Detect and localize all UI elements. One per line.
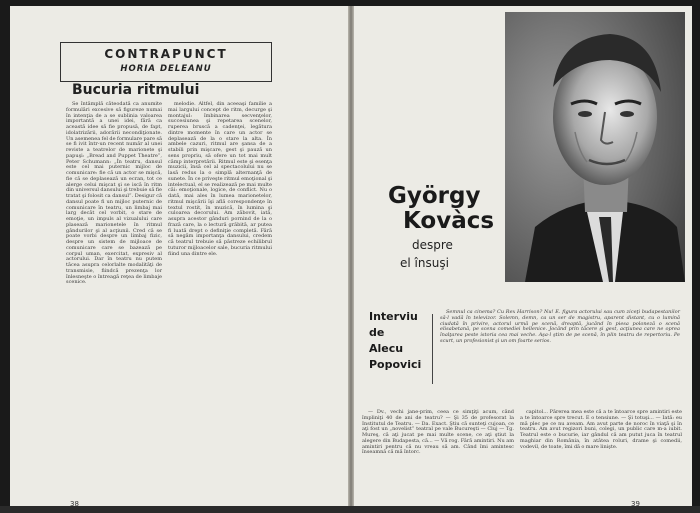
interview-label-1: Interviu: [369, 310, 418, 323]
interview-divider: [432, 314, 433, 384]
right-column-1-text: — Dv., vechi jane-prim, ceea ce simţiţi acum, când împliniţi 40 de ani de teatru? — Şi 35 de profesorat la Institutul de Teatru. — Da. Exact. Ştiu că sunteţi cujoan, ce aţi fost un „novelist” teatral pe vale Bucureşti — Cluj — Tg. Mureş, că aţi jucat pe mai multe scene, ce aţi ştiut la alegere din Budapesta, că... — Vă rog. Fără amintiri. Nu am amintiri pentru că nu vreau să am. Când îmi amintesc înseamnă că mă întorc.: [362, 409, 514, 456]
subject-name-last: Kovàcs: [403, 208, 495, 234]
portrait-photo-icon: [505, 12, 685, 282]
binding-edge: [0, 506, 700, 513]
left-column-1: [66, 102, 162, 490]
book-gutter: [348, 6, 354, 506]
left-column-2: [168, 102, 272, 490]
intro-italic-text: Semnul ca cinema? Cu Rex Harrison? Nu! E. figura actorului sau cum ziceţi budapestanilor să-l vadă în televizor. Solemn, demn, ca un ser de magistru, aparent distant, cu o lumină ciudată în privire, actorul urmă pe scenă, dreaptă, jucând în piesa poloneză o scenă elisabetană, pe scena comediei hellenice. Jocând prin tăcere şi gest, acţiunea care ne oprea înalţarea peste istoria cea mai veche. Aşa-l ştim de pe scenă, în plin teatru de repertoriu. Pe scurt, un profesionist şi un om foarte serios.: [440, 309, 680, 344]
left-column-1-text: Se întâmplă câteodată ca anumite formulări excesive să figureze numai în intenţia de a se sublinia valoarea importantă a unei idei, fără ca această idee să fie propusă, de fapt, idolatrizării, adorării necondiţionate. Un asemenea fel de formulare pare să se fi ivit într-un recent număr al unei reviste a teatrelor de marionete şi papuşi: „Bread and Puppet Theatre”, Peter Schumann: „În teatru, dansul este cel mai puternic mijloc de comunicare: fie că un actor se mişcă, fie că se deplasează un ecran, tot ce alerge celui mişcat şi se iscă în ritm din universul dansului şi trebuie să fie tratat şi folosit ca dansul”. Desigur că dansul poate fi un mijloc puternic de comunicare în teatru, un limbaj mai larg decât cel vorbit, o stare de emoţie, un impuls al vizualului care plasează marionetele în ritmul gândurilor şi al acţiunii. Cred că se poate vorbi despre un limbaj fizic, despre un sistem de mijloace de comunicare care se bazează pe corpul uman, exercitat, expresiv al actorului. Dar în teatru nu putem tăcea asupra celorlalte modalităţi de transmisie, fiindcă prezenţa lor înlesneşte o întreagă reţea de limbaje scenice.: [66, 101, 162, 286]
subtitle-line-2: el însuşi: [400, 256, 449, 270]
page-number-left: 38: [70, 500, 79, 508]
interview-label-2: de: [369, 326, 385, 339]
left-column-2-text: melodie. Altfel, din aceeaşi familie a mai largului concept de ritm, decurge şi montajul: îmbinarea secvenţelor, succesiunea şi repetarea scenelor, ruperea bruscă a cadenţei, legătura dintre momente în care un actor se deplasează de la o stare la alta. În ambele cazuri, ritmul are şansa de a stabili prin mişcare, gest şi pauză un sens propriu, să ofere un tot mai mult câmp interpretării. Ritmul este şi esenţa muzicii, însă cel al spectacolului nu se lasă redus la o simplă alternanţă de sunete. În ce priveşte ritmul emoţional şi intelectual, el se realizează pe mai multe căi: emoţionale, logice, de conflict. Nu o dată, mai ales în lumea marionetelor, ritmul mişcării îşi află corespondenţe în textul rostit, în muzică, în lumina şi culoarea decorului. Am zăbovit, iată, asupra acestor gânduri pornind de la o frază care, la o lectură grăbită, ar putea fi luată drept o definiţie completă. Fără să negăm importanţa dansului, credem că teatrul trebuie să păstreze echilibrul tuturor mijloacelor sale, bucuria ritmului fiind una dintre ele.: [168, 101, 272, 257]
page-number-right: 39: [631, 500, 640, 508]
column-author: HORIA DELEANU: [120, 64, 212, 74]
article-title: Bucuria ritmului: [72, 82, 200, 98]
subtitle-line-1: despre: [412, 238, 453, 252]
right-column-1: [362, 410, 514, 495]
intro-italic-paragraph: [440, 310, 680, 405]
portrait-photo: [505, 12, 685, 282]
subject-name-first: György: [388, 183, 481, 209]
column-header-box: [60, 42, 272, 82]
right-column-2-text: capitol... Părerea mea este că a te întoarce spre amintiri este a te întoarce spre trecut. E o tensiune. — Şi totuşi... — Iată: eu mă plec pe ce nu aveam. Am avut parte de noroc în viaţă şi în teatru. Am avut regizori buni, colegi, un public care m-a iubit. Teatrul este o bucurie, iar gândul că am putut juca în teatrul maghiar din România, în atâtea roluri, drame şi comedii, vodevil, de toate, îmi dă o mare linişte.: [520, 409, 682, 450]
interview-label-4: Popovici: [369, 358, 422, 371]
interview-label-3: Alecu: [369, 342, 404, 355]
column-label: CONTRAPUNCT: [104, 47, 228, 61]
right-column-2: [520, 410, 682, 495]
